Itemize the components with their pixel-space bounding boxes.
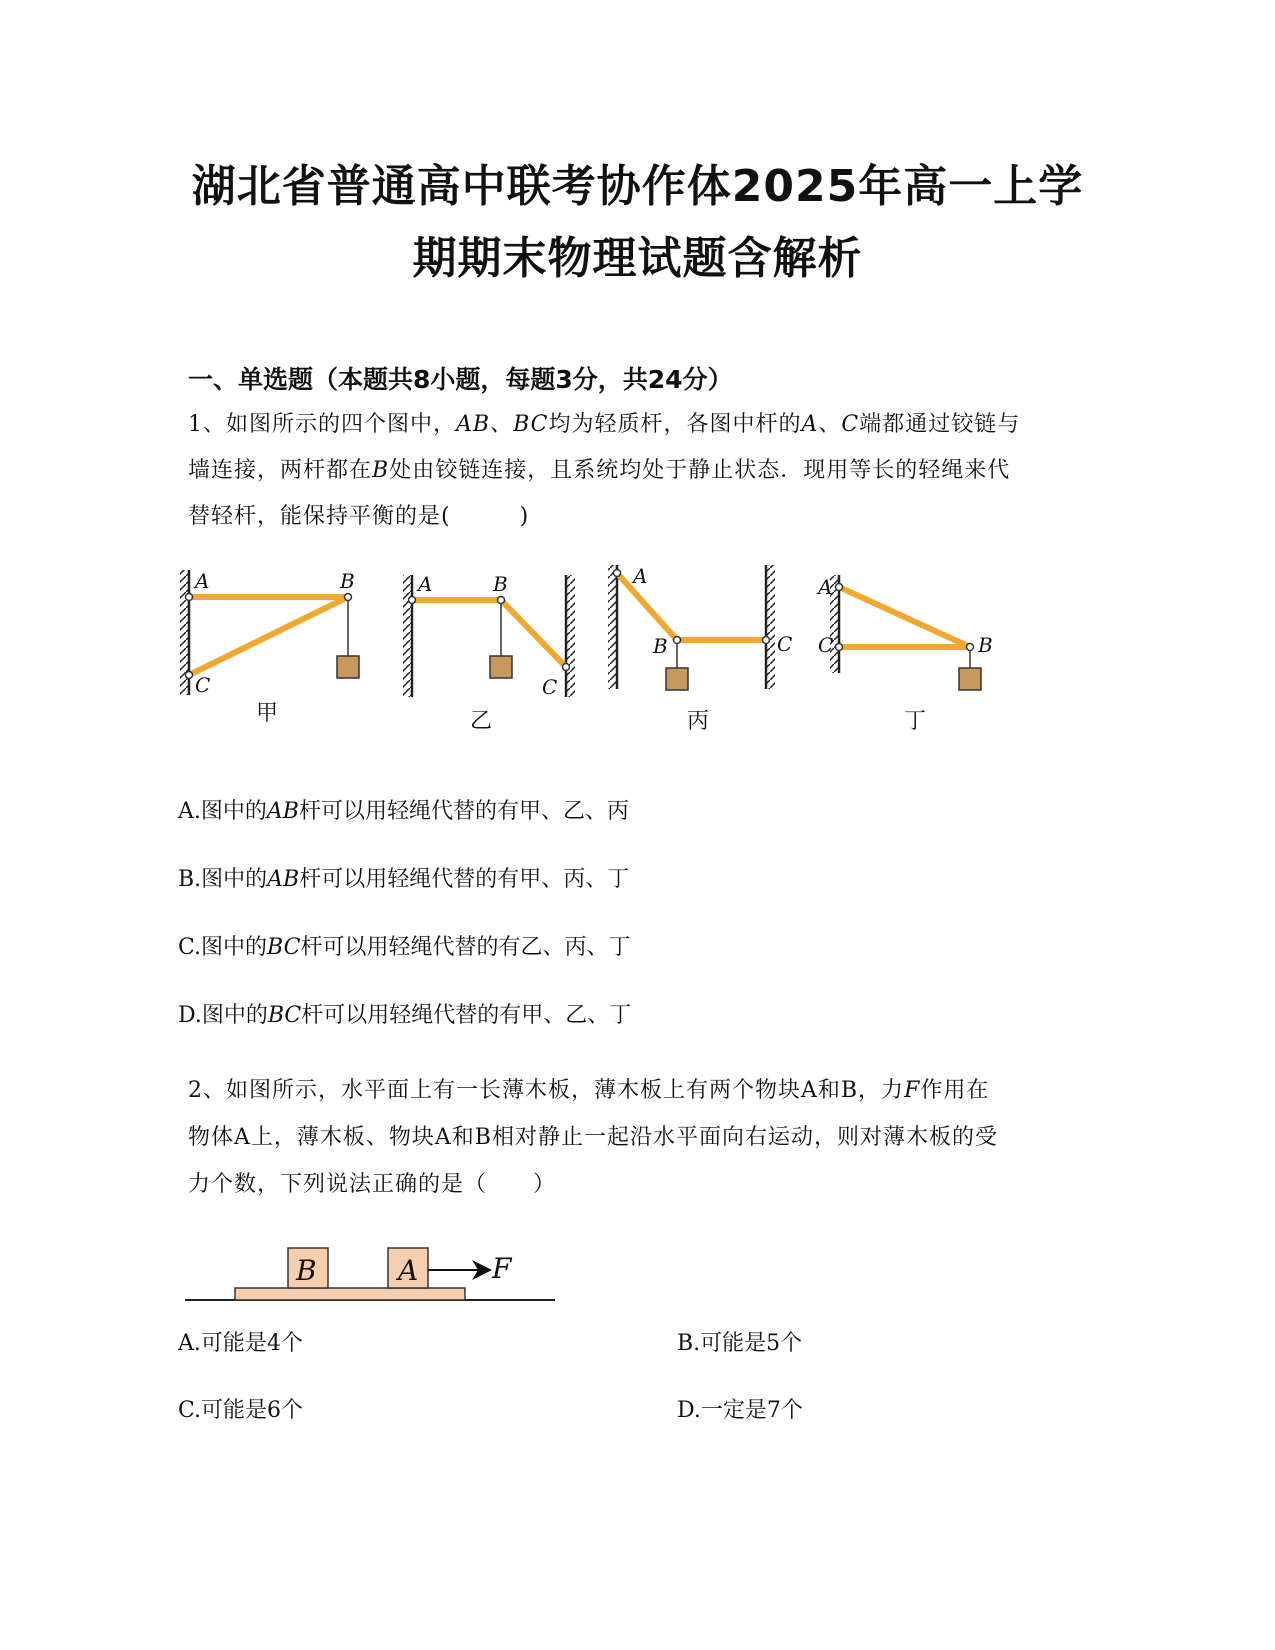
q1-text-part: 墙连接，两杆都在	[188, 458, 373, 483]
q1-option-c[interactable]	[178, 930, 630, 961]
q2-text-part: 作用在	[920, 1078, 990, 1103]
label-b: B	[340, 569, 355, 593]
label-b: B	[653, 634, 668, 658]
figure-jia	[180, 569, 359, 726]
caption-yi: 乙	[470, 709, 493, 734]
q1-option-d[interactable]	[178, 998, 631, 1029]
label-a: A	[418, 572, 433, 596]
hinge	[345, 594, 352, 601]
label-b: B	[978, 633, 993, 657]
hinge	[614, 570, 621, 577]
hinge	[498, 597, 505, 604]
q2-figure	[178, 1240, 558, 1310]
hanging-block	[666, 668, 688, 690]
q2-option-a[interactable]: A.可能是4个	[178, 1331, 303, 1356]
option-text: 杆可以用轻绳代替的有甲、乙、丁	[301, 1003, 632, 1028]
q2-text-line-2: 物体A上，薄木板、物块A和B相对静止一起沿水平面向右运动，则对薄木板的受	[188, 1125, 998, 1150]
option-text: 杆可以用轻绳代替的有乙、丙、丁	[300, 935, 631, 960]
label-b: B	[493, 572, 508, 596]
q1-text-part: 、	[490, 412, 514, 437]
q1-text-part: 均为轻质杆，各图中杆的	[548, 412, 802, 437]
q1-var-ab: AB	[456, 412, 491, 437]
label-a: A	[633, 564, 648, 588]
block-a-label: A	[398, 1254, 419, 1287]
option-text: 杆可以用轻绳代替的有甲、乙、丙	[298, 799, 629, 824]
figure-bing	[608, 564, 792, 734]
q2-text-part: 2、如图所示，水平面上有一长薄木板，薄木板上有两个物块A和B，力	[188, 1078, 905, 1103]
section-heading: 一、单选题（本题共8小题，每题3分，共24分）	[188, 365, 733, 394]
hanging-block	[959, 668, 981, 690]
option-text: C.图中的	[178, 935, 268, 960]
option-rod: BC	[267, 1003, 302, 1028]
figure-ding	[816, 575, 993, 734]
label-c: C	[777, 632, 793, 656]
hinge	[186, 594, 193, 601]
q1-var-c: C	[841, 412, 860, 437]
option-text: 杆可以用轻绳代替的有甲、丙、丁	[299, 867, 630, 892]
wall-hatch	[566, 575, 575, 697]
q2-text-line-3: 力个数，下列说法正确的是（ ）	[188, 1172, 557, 1197]
q1-text-line-2	[188, 453, 1010, 484]
q2-var-f: F	[904, 1078, 921, 1103]
caption-bing: 丙	[687, 709, 710, 734]
wall-hatch	[766, 565, 775, 689]
title-line-1: 湖北省普通高中联考协作体2025年高一上学	[191, 161, 1084, 212]
q2-option-b[interactable]: B.可能是5个	[677, 1331, 803, 1356]
q1-text-part: 处由铰链连接，且系统均处于静止状态．现用等长的轻绳来代	[389, 458, 1011, 483]
option-rod: AB	[266, 799, 299, 824]
option-text: D.图中的	[178, 1003, 268, 1028]
hanging-block	[490, 656, 512, 678]
label-c: C	[818, 633, 834, 657]
wall-hatch	[403, 575, 412, 697]
q1-figure	[178, 560, 1058, 750]
label-c: C	[195, 673, 211, 697]
hinge	[763, 637, 770, 644]
option-text: B.图中的	[178, 867, 268, 892]
force-label: F	[492, 1252, 512, 1285]
option-rod: AB	[267, 867, 300, 892]
q1-var-bc: BC	[513, 412, 549, 437]
q1-var-a: A	[801, 412, 819, 437]
option-text: A.图中的	[178, 799, 267, 824]
q2-option-d[interactable]: D.一定是7个	[677, 1398, 803, 1423]
caption-jia: 甲	[256, 701, 279, 726]
q1-option-a[interactable]	[178, 794, 629, 825]
label-a: A	[818, 575, 833, 599]
q1-text-part: 端都通过铰链与	[859, 412, 1021, 437]
hinge	[674, 637, 681, 644]
rod-bc	[189, 597, 348, 675]
caption-ding: 丁	[904, 709, 927, 734]
label-a: A	[195, 569, 210, 593]
option-rod: BC	[267, 935, 301, 960]
q1-var-b: B	[372, 458, 390, 483]
hinge	[836, 644, 843, 651]
thin-board	[235, 1288, 465, 1300]
hinge	[409, 597, 416, 604]
q1-text-part: 、	[818, 412, 842, 437]
hinge	[967, 644, 974, 651]
q2-text-line-1	[188, 1073, 989, 1104]
q1-option-b[interactable]	[178, 862, 629, 893]
hinge	[563, 664, 570, 671]
rod-ab	[839, 587, 970, 647]
q1-text-part: 1、如图所示的四个图中，	[188, 412, 456, 437]
wall-hatch	[608, 565, 617, 689]
q1-text-line-1	[188, 407, 1020, 438]
title-line-2: 期期末物理试题含解析	[412, 233, 863, 284]
q1-text-line-3: 替轻杆，能保持平衡的是( )	[188, 504, 530, 529]
hanging-block	[337, 656, 359, 678]
hinge	[836, 584, 843, 591]
figure-yi	[403, 572, 575, 734]
block-b-label: B	[296, 1254, 317, 1287]
hinge	[186, 672, 193, 679]
q2-option-c[interactable]: C.可能是6个	[178, 1398, 304, 1423]
label-c: C	[542, 675, 558, 699]
